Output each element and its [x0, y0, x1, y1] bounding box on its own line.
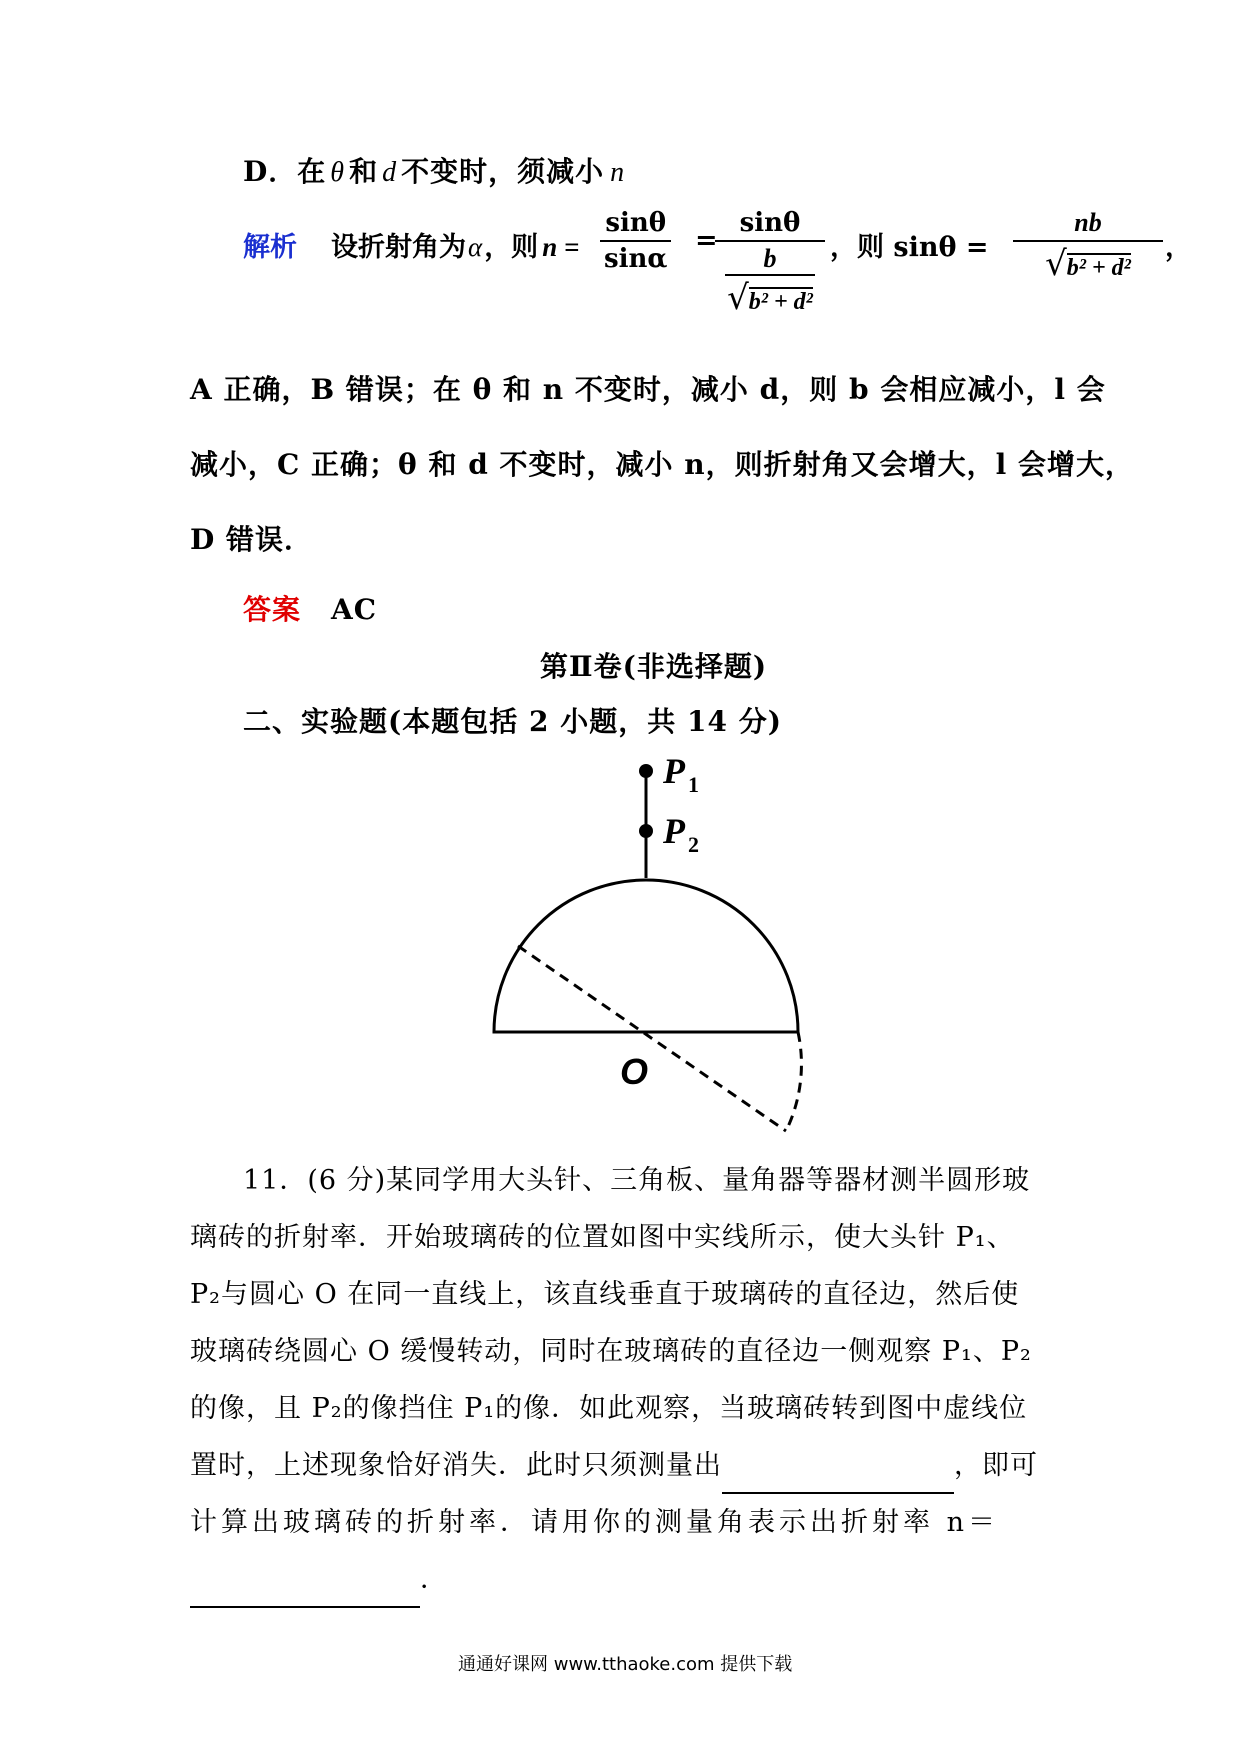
option-d-and: 和	[349, 155, 379, 188]
fraction2-denominator	[715, 242, 825, 318]
sqrt-b2-d2	[719, 276, 821, 318]
analysis-intro	[331, 225, 579, 264]
fraction2-numerator: sinθ	[715, 208, 825, 242]
analysis-then-n: ，则	[484, 232, 539, 263]
label-o: O	[620, 1051, 649, 1092]
label-p2-sub: 2	[688, 832, 699, 857]
question-11-line-5: 的像，且 P₂的像挡住 P₁的像．如此观察，当玻璃砖转到图中虚线位	[190, 1393, 1028, 1424]
analysis-intro-text: 设折射角为	[331, 232, 466, 263]
semicircle-glass-figure	[480, 750, 820, 1140]
question-11-line-6	[190, 1437, 1038, 1494]
analysis-line-3: 减小，C 正确；θ 和 d 不变时，减小 n，则折射角又会增大，l 会增大，	[190, 448, 1135, 481]
fraction3-denominator	[1013, 242, 1163, 284]
pin-p2	[639, 824, 653, 838]
fraction2-inner-numerator: b	[725, 244, 815, 276]
analysis-comma: ，	[1165, 232, 1192, 263]
answer-line	[243, 588, 377, 628]
question-11-line-8	[190, 1551, 448, 1608]
dashed-diameter	[518, 946, 786, 1131]
equals-sign: =	[695, 225, 718, 256]
analysis-tag: 解析	[243, 232, 297, 263]
sqrt-radicand: b² + d²	[748, 289, 813, 315]
question-11-line-6a: 置时，上述现象恰好消失．此时只须测量出	[190, 1450, 722, 1481]
question-11-line-1: 11．(6 分)某同学用大头针、三角板、量角器等器材测半圆形玻	[243, 1165, 1031, 1196]
label-p2: P	[663, 811, 685, 851]
option-d	[243, 150, 625, 190]
fraction3-numerator: nb	[1013, 208, 1163, 242]
fraction-sin-theta-over-sin-alpha	[600, 208, 671, 274]
question-11-line-8-period: ．	[420, 1564, 448, 1595]
n-equals: n =	[542, 232, 580, 262]
fraction1-denominator: sinα	[604, 244, 668, 274]
sqrt-icon: √	[1045, 244, 1067, 284]
n-symbol: n	[610, 157, 626, 188]
part-title: 二、实验题(本题包括 2 小题，共 14 分)	[243, 705, 782, 738]
sqrt-radicand-2: b² + d²	[1066, 255, 1131, 281]
fraction-sin-theta-over-b-ratio	[715, 208, 825, 318]
fraction-nb-over-sqrt	[1013, 208, 1163, 284]
alpha-symbol: α	[468, 232, 483, 262]
question-11-line-3: P₂与圆心 O 在同一直线上，该直线垂直于玻璃砖的直径边，然后使	[190, 1279, 1020, 1310]
answer-value: AC	[331, 593, 378, 626]
option-d-label: D．在	[243, 155, 327, 188]
analysis-then-sin: ，则 sinθ =	[830, 232, 989, 263]
answer-blank-refractive-index[interactable]	[190, 1566, 420, 1608]
analysis-line-2: A 正确，B 错误；在 θ 和 n 不变时，减小 d，则 b 会相应减小，l 会	[190, 373, 1106, 406]
semicircle-solid	[494, 880, 798, 1032]
answer-blank-measurement[interactable]	[722, 1452, 954, 1494]
answer-tag: 答案	[243, 593, 302, 626]
sqrt-icon: √	[727, 278, 749, 318]
question-11-line-4: 玻璃砖绕圆心 O 缓慢转动，同时在玻璃砖的直径边一侧观察 P₁、P₂	[190, 1336, 1032, 1367]
label-p1: P	[663, 751, 685, 791]
dashed-arc	[786, 1032, 801, 1131]
label-p1-sub: 1	[688, 772, 699, 797]
option-d-rest: 不变时，须减小	[401, 155, 605, 188]
d-symbol: d	[382, 157, 398, 188]
footer: 通通好课网 www.tthaoke.com 提供下载	[458, 1654, 793, 1675]
theta-symbol: θ	[330, 157, 346, 188]
question-11-line-7: 计算出玻璃砖的折射率．请用你的测量角表示出折射率 n＝	[190, 1507, 999, 1538]
section-title: 第Ⅱ卷(非选择题)	[540, 650, 768, 683]
pin-p1	[639, 764, 653, 778]
fraction1-numerator: sinθ	[600, 208, 671, 242]
analysis-line-4: D 错误．	[190, 523, 314, 556]
question-11-line-6b: ，即可	[954, 1450, 1038, 1481]
question-11-line-2: 璃砖的折射率．开始玻璃砖的位置如图中实线所示，使大头针 P₁、	[190, 1222, 1015, 1253]
